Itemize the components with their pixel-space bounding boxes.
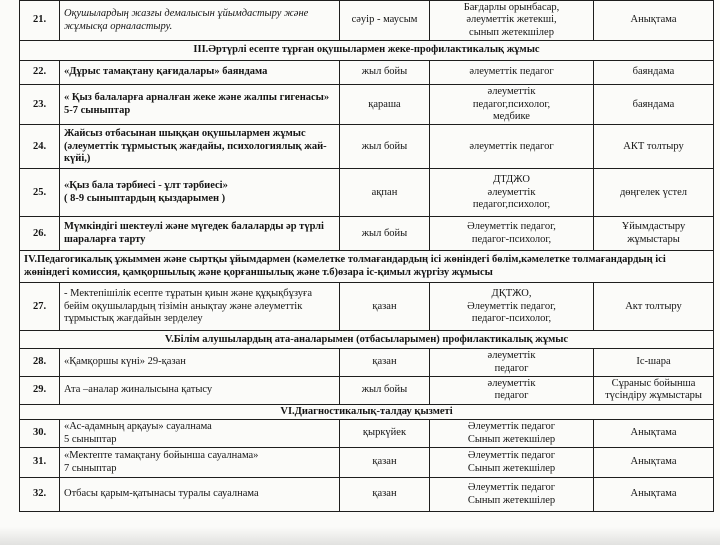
term-cell: қазан xyxy=(340,283,430,331)
completion-form-cell: Ұйымдастыру жұмыстары xyxy=(594,217,714,251)
responsible-cell xyxy=(430,349,594,377)
responsible-cell-line: педагог-психолог, xyxy=(471,233,552,245)
activity-cell xyxy=(60,125,340,169)
table-row xyxy=(20,1,714,41)
activity-cell xyxy=(60,377,340,405)
responsible-cell xyxy=(430,283,594,331)
table-row xyxy=(20,420,714,448)
responsible-cell-line: Әлеуметтік педагог xyxy=(467,450,556,462)
responsible-cell-line: педагог-психолог, xyxy=(471,312,552,324)
activity-cell-line: күйі,) xyxy=(64,152,91,164)
term-cell: қазан xyxy=(340,349,430,377)
activity-cell-line: - Мектепішілік есепте тұратын қиын және құқықбұзуға xyxy=(64,288,313,300)
activity-cell xyxy=(60,283,340,331)
table-row xyxy=(20,349,714,377)
responsible-cell-line: педагог,психолог, xyxy=(472,98,551,110)
responsible-cell-line: Әлеуметтік педагог xyxy=(467,421,556,433)
completion-form-cell: АКТ толтыру xyxy=(594,125,714,169)
completion-form-cell: Акт толтыру xyxy=(594,283,714,331)
responsible-cell-line: педагог xyxy=(494,362,529,374)
completion-form-cell: дөңгелек үстел xyxy=(594,169,714,217)
responsible-cell-line: Сынып жетекшілер xyxy=(467,433,556,445)
activity-cell xyxy=(60,61,340,85)
section-header-row xyxy=(20,41,714,61)
responsible-cell xyxy=(430,478,594,512)
term-cell: жыл бойы xyxy=(340,217,430,251)
responsible-cell xyxy=(430,61,594,85)
completion-form-cell: баяндама xyxy=(594,85,714,125)
activity-cell-line: «Дұрыс тамақтану қағидалары» баяндама xyxy=(64,66,268,78)
responsible-cell-line: медбике xyxy=(493,110,530,122)
scan-shadow xyxy=(0,527,720,545)
section-header-row xyxy=(20,404,714,419)
responsible-cell-line: Сынып жетекшілер xyxy=(467,494,556,506)
table-row xyxy=(20,169,714,217)
activity-cell xyxy=(60,448,340,478)
responsible-cell xyxy=(430,85,594,125)
activity-cell-line: «Ас-адамның арқауы» сауалнама xyxy=(64,421,212,433)
term-cell: сәуір - маусым xyxy=(340,1,430,41)
section-title: V.Білім алушылардың ата-аналарымен (отбасыларымен) профилактикалық жұмыс xyxy=(20,331,714,349)
activity-cell-line: 5-7 сыныптар xyxy=(64,104,131,116)
row-number: 32. xyxy=(20,478,60,512)
responsible-cell-line: Әлеуметтік педагог, xyxy=(467,221,556,233)
activity-cell-line: «Қамқоршы күні» 29-қазан xyxy=(64,356,186,368)
activity-cell xyxy=(60,420,340,448)
responsible-cell xyxy=(430,420,594,448)
activity-cell xyxy=(60,85,340,125)
row-number: 26. xyxy=(20,217,60,251)
responsible-cell-line: Сынып жетекшілер xyxy=(467,462,556,474)
activity-cell xyxy=(60,349,340,377)
activity-cell-line: Мүмкіндігі шектеулі және мүгедек балаларды әр түрлі xyxy=(64,221,324,233)
table-row xyxy=(20,85,714,125)
activity-cell-line: шараларға тарту xyxy=(64,233,146,245)
term-cell: қараша xyxy=(340,85,430,125)
completion-form-cell: Іс-шара xyxy=(594,349,714,377)
activity-cell-line: ( 8-9 сыныптардың қыздарымен ) xyxy=(64,192,226,204)
responsible-cell xyxy=(430,217,594,251)
table-row xyxy=(20,478,714,512)
activity-cell-line: 5 сыныптар xyxy=(64,433,117,445)
activity-cell-line: «Қыз бала тәрбиесі - ұлт тәрбиесі» xyxy=(64,180,228,192)
activity-cell-line: Отбасы қарым-қатынасы туралы сауалнама xyxy=(64,488,259,500)
activity-cell-line: тұрмыстық жағдайын зерделеу xyxy=(64,312,203,324)
responsible-cell xyxy=(430,169,594,217)
activity-cell-line: Ата –аналар жиналысына қатысу xyxy=(64,384,213,396)
section-title: VI.Диагностикалық-талдау қызметі xyxy=(20,404,714,419)
responsible-cell-line: Әлеуметтік педагог, xyxy=(467,300,556,312)
table-row xyxy=(20,61,714,85)
responsible-cell xyxy=(430,377,594,405)
section-title: ІІІ.Әртүрлі есепте тұрған оқушылармен жеке-профилактикалық жұмыс xyxy=(20,41,714,61)
activity-cell xyxy=(60,169,340,217)
activity-cell-line: жұмысқа орналастыру. xyxy=(64,20,173,32)
activity-cell xyxy=(60,1,340,41)
completion-form-cell: Анықтама xyxy=(594,1,714,41)
activity-cell-line: Оқушылардың жазғы демалысын ұйымдастыру және xyxy=(64,8,309,20)
responsible-cell-line: әлеуметтік xyxy=(487,186,536,198)
row-number: 24. xyxy=(20,125,60,169)
table-row xyxy=(20,448,714,478)
term-cell: жыл бойы xyxy=(340,125,430,169)
table-row xyxy=(20,283,714,331)
activity-cell xyxy=(60,217,340,251)
completion-form-cell: баяндама xyxy=(594,61,714,85)
row-number: 31. xyxy=(20,448,60,478)
row-number: 21. xyxy=(20,1,60,41)
row-number: 25. xyxy=(20,169,60,217)
responsible-cell-line: әлеуметтік xyxy=(487,350,536,362)
completion-form-cell: Анықтама xyxy=(594,478,714,512)
activity-cell-line: (әлеуметтік тұрмыстық жағдайы, психологиялық жай- xyxy=(64,140,327,152)
responsible-cell-line: педагог,психолог, xyxy=(472,198,551,210)
activity-cell-line: « Қыз балаларға арналған жеке және жалпы гигенасы» xyxy=(64,92,330,104)
section-header-row xyxy=(20,331,714,349)
responsible-cell-line: сынып жетекшілер xyxy=(469,26,554,38)
term-cell: қазан xyxy=(340,478,430,512)
row-number: 30. xyxy=(20,420,60,448)
responsible-cell-line: әлеуметтік педагог xyxy=(469,140,554,152)
responsible-cell-line: Әлеуметтік педагог xyxy=(467,482,556,494)
responsible-cell-line: әлеуметтік педагог xyxy=(469,66,554,78)
activity-cell-line: 7 сыныптар xyxy=(64,462,117,474)
term-cell: жыл бойы xyxy=(340,377,430,405)
work-plan-table xyxy=(19,0,714,512)
completion-form-cell: Анықтама xyxy=(594,448,714,478)
table-row xyxy=(20,125,714,169)
responsible-cell-line: педагог xyxy=(494,390,529,402)
row-number: 28. xyxy=(20,349,60,377)
row-number: 23. xyxy=(20,85,60,125)
responsible-cell xyxy=(430,1,594,41)
activity-cell xyxy=(60,478,340,512)
work-plan-body xyxy=(20,1,714,512)
responsible-cell-line: әлеуметтік xyxy=(487,86,536,98)
responsible-cell-line: ДТДЖО xyxy=(493,174,530,186)
responsible-cell-line: Бағдарлы орынбасар, xyxy=(463,2,560,13)
responsible-cell-line: әлеуметтік xyxy=(487,378,536,389)
section-title: IV.Педагогикалық ұжыммен және сыртқы ұйымдармен (кәмелетке толмағандардың ісі жөніндегі бөлім,кәмелетке толмағандардың ісі жөніндегі комиссия, қамқоршылық және қорғаншылық және т.б)өзара іс-қимыл жүргізу жұмысы xyxy=(20,251,714,283)
responsible-cell-line: ДҚТЖО, xyxy=(491,288,532,300)
term-cell: қазан xyxy=(340,448,430,478)
row-number: 29. xyxy=(20,377,60,405)
table-row xyxy=(20,377,714,405)
activity-cell-line: Жайсыз отбасынан шыққан оқушылармен жұмыс xyxy=(64,128,306,140)
term-cell: қыркүйек xyxy=(340,420,430,448)
activity-cell-line: «Мектепте тамақтану бойынша сауалнама» xyxy=(64,450,259,462)
responsible-cell-line: әлеуметтік жетекші, xyxy=(466,14,557,26)
row-number: 27. xyxy=(20,283,60,331)
responsible-cell xyxy=(430,448,594,478)
responsible-cell xyxy=(430,125,594,169)
completion-form-cell: Анықтама xyxy=(594,420,714,448)
section-header-row xyxy=(20,251,714,283)
term-cell: жыл бойы xyxy=(340,61,430,85)
table-row xyxy=(20,217,714,251)
completion-form-cell: Сұраныс бойынша түсіндіру жұмыстары xyxy=(594,377,714,405)
term-cell: ақпан xyxy=(340,169,430,217)
row-number: 22. xyxy=(20,61,60,85)
activity-cell-line: бейім оқушылардың тізімін анықтау және әлеуметтік xyxy=(64,300,303,312)
